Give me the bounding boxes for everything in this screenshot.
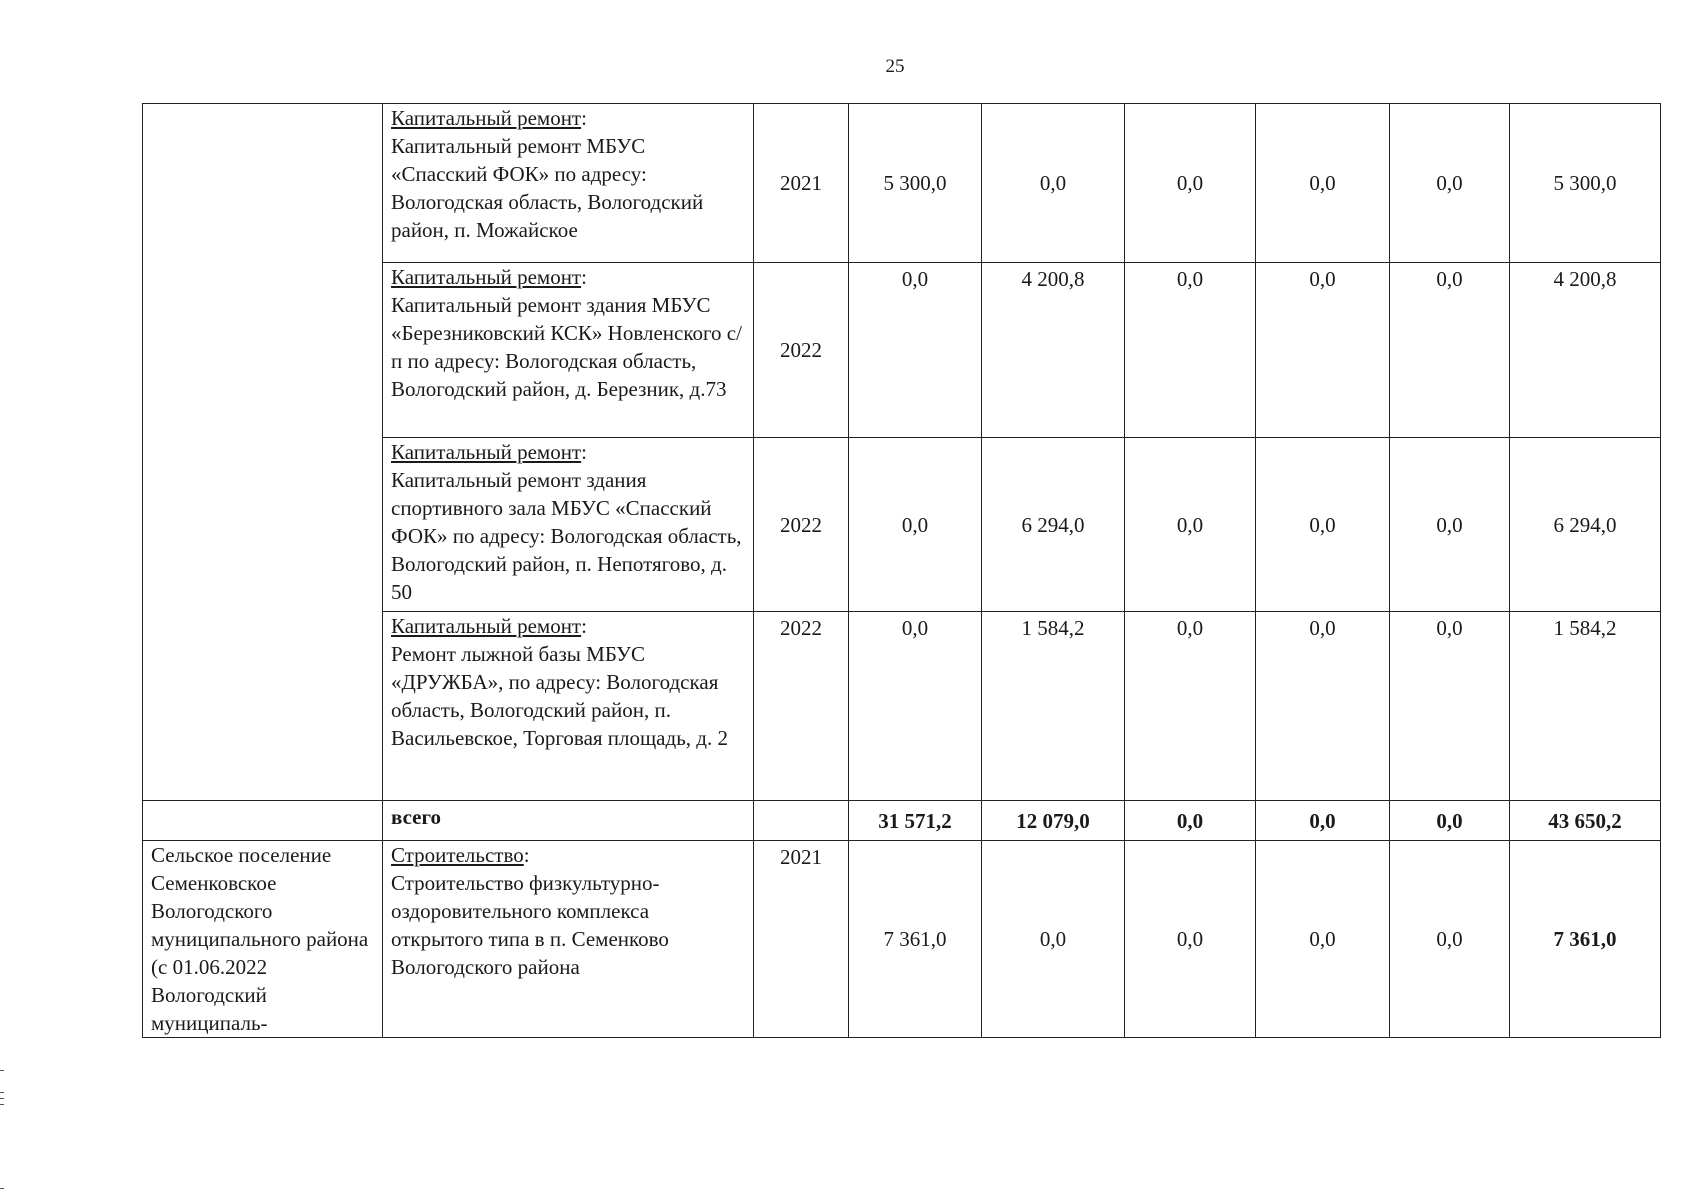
year-cell: 2022	[754, 438, 849, 612]
value-cell: 0,0	[1125, 841, 1256, 1038]
value-cell: 0,0	[1390, 263, 1510, 438]
work-type-label: Капитальный ремонт	[391, 265, 582, 289]
value-cell: 0,0	[1256, 438, 1390, 612]
organization-cell-empty	[143, 801, 383, 841]
scan-edge-mark	[0, 1070, 4, 1071]
value-cell: 0,0	[849, 612, 982, 801]
work-type-label: Капитальный ремонт	[391, 440, 582, 464]
scan-edge-mark	[0, 1188, 4, 1189]
value-cell: 0,0	[849, 438, 982, 612]
value-cell: 6 294,0	[1510, 438, 1661, 612]
value-cell: 0,0	[1125, 263, 1256, 438]
total-value-cell: 12 079,0	[982, 801, 1125, 841]
value-cell: 4 200,8	[982, 263, 1125, 438]
description-cell: Строительство: Строительство физкультурно-оздоровительного комплекса открытого типа в п. Семенково Вологодского района	[383, 841, 754, 1038]
work-description: Ремонт лыжной базы МБУС «ДРУЖБА», по адресу: Вологодская область, Вологодский район, п. Васильевское, Торговая площадь, д. 2	[391, 642, 728, 750]
value-cell: 0,0	[1256, 841, 1390, 1038]
value-cell: 4 200,8	[1510, 263, 1661, 438]
description-cell: Капитальный ремонт: Капитальный ремонт здания МБУС «Березниковский КСК» Новленского с/п по адресу: Вологодская область, Вологодский район, д. Березник, д.73	[383, 263, 754, 438]
table-row	[143, 841, 1661, 1038]
scan-edge-mark	[0, 1098, 4, 1099]
description-cell: Капитальный ремонт: Капитальный ремонт здания спортивного зала МБУС «Спасский ФОК» по адресу: Вологодская область, Вологодский район, п. Непотягово, д. 50	[383, 438, 754, 612]
total-value-cell: 0,0	[1125, 801, 1256, 841]
value-cell: 5 300,0	[1510, 104, 1661, 263]
description-cell: Капитальный ремонт: Ремонт лыжной базы МБУС «ДРУЖБА», по адресу: Вологодская область, Вологодский район, п. Васильевское, Торговая площадь, д. 2	[383, 612, 754, 801]
value-cell: 0,0	[1390, 104, 1510, 263]
value-cell: 0,0	[1125, 104, 1256, 263]
value-cell: 1 584,2	[982, 612, 1125, 801]
total-value-cell: 0,0	[1390, 801, 1510, 841]
total-value-cell: 43 650,2	[1510, 801, 1661, 841]
organization-cell: Сельское поселение Семенковское Вологодского муниципального района (с 01.06.2022 Вологодский муниципаль-	[143, 841, 383, 1038]
value-cell: 0,0	[982, 841, 1125, 1038]
work-description: Строительство физкультурно-оздоровительного комплекса открытого типа в п. Семенково Вологодского района	[391, 871, 669, 979]
value-cell: 0,0	[1256, 612, 1390, 801]
work-description: Капитальный ремонт здания спортивного зала МБУС «Спасский ФОК» по адресу: Вологодская область, Вологодский район, п. Непотягово, д. 50	[391, 468, 742, 604]
work-description: Капитальный ремонт здания МБУС «Березниковский КСК» Новленского с/п по адресу: Вологодская область, Вологодский район, д. Березник, д.73	[391, 293, 742, 401]
table-row	[143, 104, 1661, 263]
year-cell: 2021	[754, 104, 849, 263]
value-cell: 0,0	[1256, 104, 1390, 263]
value-cell: 0,0	[1390, 841, 1510, 1038]
value-cell: 0,0	[1390, 438, 1510, 612]
description-cell: Капитальный ремонт: Капитальный ремонт МБУС «Спасский ФОК» по адресу: Вологодская область, Вологодский район, п. Можайское	[383, 104, 754, 263]
value-cell: 6 294,0	[982, 438, 1125, 612]
work-type-label: Строительство	[391, 843, 524, 867]
value-cell: 1 584,2	[1510, 612, 1661, 801]
value-cell: 7 361,0	[1510, 841, 1661, 1038]
year-cell: 2022	[754, 612, 849, 801]
funding-table	[142, 103, 1661, 1038]
page-number: 25	[885, 56, 905, 77]
value-cell: 0,0	[1256, 263, 1390, 438]
organization-cell-empty	[143, 104, 383, 801]
work-type-label: Капитальный ремонт	[391, 106, 582, 130]
value-cell: 0,0	[849, 263, 982, 438]
total-row	[143, 801, 1661, 841]
year-cell: 2021	[754, 841, 849, 1038]
total-value-cell: 0,0	[1256, 801, 1390, 841]
value-cell: 0,0	[1125, 438, 1256, 612]
work-description: Капитальный ремонт МБУС «Спасский ФОК» по адресу: Вологодская область, Вологодский район, п. Можайское	[391, 134, 704, 242]
value-cell: 5 300,0	[849, 104, 982, 263]
year-cell: 2022	[754, 263, 849, 438]
value-cell: 0,0	[1125, 612, 1256, 801]
total-label: всего	[383, 801, 754, 841]
year-cell-empty	[754, 801, 849, 841]
work-type-label: Капитальный ремонт	[391, 614, 582, 638]
scan-edge-mark	[0, 1092, 4, 1093]
value-cell: 0,0	[982, 104, 1125, 263]
total-value-cell: 31 571,2	[849, 801, 982, 841]
scan-edge-mark	[0, 1104, 4, 1105]
value-cell: 7 361,0	[849, 841, 982, 1038]
value-cell: 0,0	[1390, 612, 1510, 801]
